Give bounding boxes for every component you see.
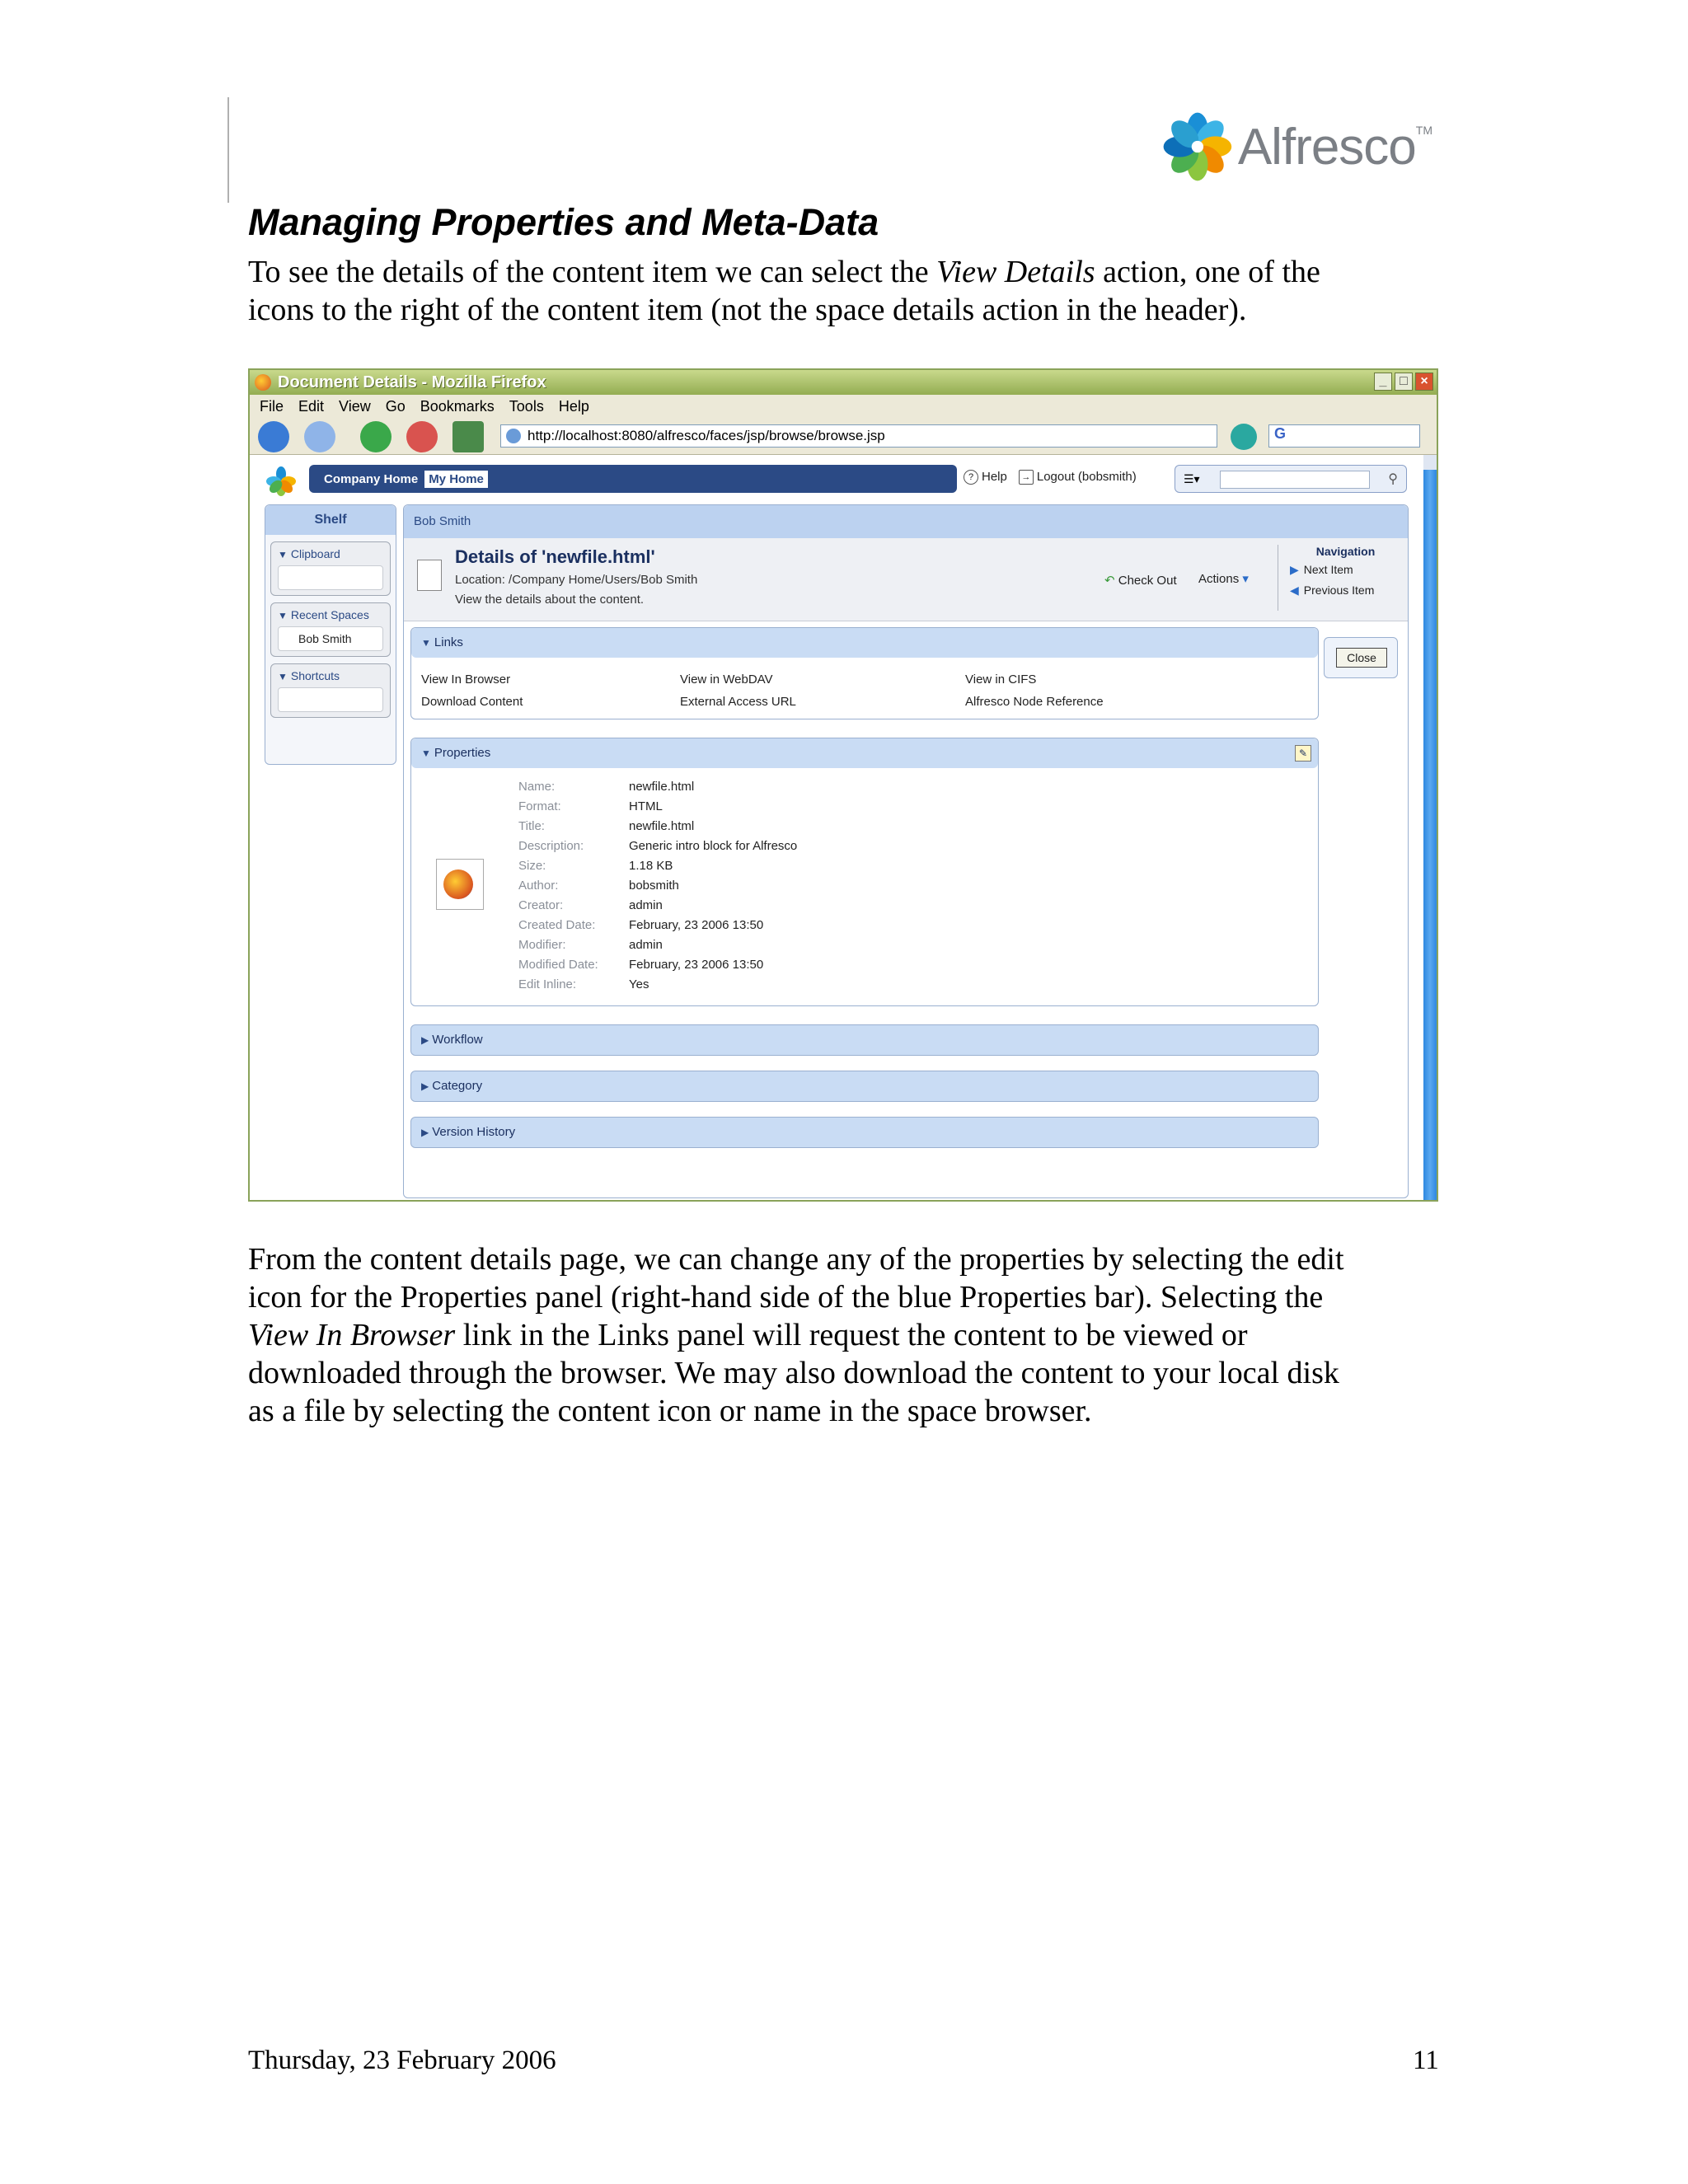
url-field[interactable] [500,424,1217,448]
menu-help[interactable]: Help [558,397,589,415]
help-label: Help [982,470,1007,484]
app-search [1175,465,1407,493]
company-home-link[interactable]: Company Home [324,471,419,486]
recent-spaces-box [270,602,391,657]
help-link[interactable] [964,470,1007,485]
expand-icon: ▼ [278,549,288,560]
text-line: as a file by selecting the content icon or name in the space browser. [248,1394,1092,1428]
download-content-link[interactable]: Download Content [421,695,523,709]
close-icon[interactable]: × [1415,373,1433,391]
window-title: Document Details - Mozilla Firefox [278,373,546,391]
home-icon[interactable] [452,421,484,452]
property-key: Size: [518,859,546,873]
shortcuts-label: Shortcuts [290,669,340,682]
view-in-browser-link[interactable]: View In Browser [421,673,511,687]
edit-properties-icon[interactable]: ✎ [1295,745,1311,762]
my-home-link[interactable]: My Home [424,471,488,488]
property-key: Author: [518,879,559,893]
details-description: View the details about the content. [455,593,645,607]
text-run: To see the details of the content item we can select the [248,255,937,289]
category-panel[interactable] [410,1071,1319,1102]
browser-screenshot [248,368,1438,1202]
text-line: downloaded through the browser. We may also download the content to your local disk [248,1356,1339,1390]
intro-paragraph [248,253,1320,329]
document-icon [417,560,442,591]
recent-spaces-label: Recent Spaces [290,608,369,621]
links-grid [411,658,1318,715]
space-title: Bob Smith [404,505,1408,538]
category-panel-header[interactable] [411,1071,1318,1101]
menu-go[interactable]: Go [385,397,406,415]
details-title: Details of 'newfile.html' [455,546,655,567]
stop-icon[interactable] [406,421,438,452]
property-row [518,780,694,799]
search-input[interactable] [1220,471,1370,489]
workflow-panel-header[interactable] [411,1025,1318,1055]
properties-panel [410,738,1319,1006]
property-key: Creator: [518,898,564,912]
property-value: newfile.html [629,819,695,833]
header-links [964,470,1137,485]
expand-icon: ▼ [278,610,288,621]
breadcrumb [309,465,957,493]
close-button[interactable]: Close [1336,648,1387,668]
clipboard-box [270,541,391,596]
property-key: Format: [518,799,561,813]
page-number: 11 [1413,2046,1439,2075]
globe-icon [506,429,521,443]
next-item-label: Next Item [1303,563,1353,576]
property-value: newfile.html [629,780,695,794]
maximize-icon[interactable]: □ [1395,373,1413,391]
check-out-button[interactable] [1104,573,1177,588]
arrow-left-icon: ◀ [1290,583,1299,597]
navigation-title: Navigation [1315,545,1376,558]
property-key: Description: [518,839,584,853]
forward-icon[interactable] [304,421,335,452]
emphasis-view-details: View Details [936,255,1095,289]
footer-date: Thursday, 23 February 2006 [248,2046,556,2075]
actions-menu[interactable] [1198,571,1249,586]
view-in-cifs-link[interactable]: View in CIFS [965,673,1037,687]
version-history-panel[interactable] [410,1117,1319,1148]
property-row [518,977,649,997]
property-row [518,859,673,879]
properties-body [411,768,1318,1004]
menu-edit[interactable]: Edit [298,397,325,415]
property-key: Name: [518,780,556,794]
alfresco-flower-icon [1160,107,1235,186]
check-out-label: Check Out [1118,574,1177,588]
navigation-box [1278,545,1401,611]
property-key: Modified Date: [518,958,598,972]
text-line: From the content details page, we can change any of the properties by selecting the edit [248,1242,1344,1277]
text-run: link in the Links panel will request the content to be viewed or [455,1318,1248,1352]
property-value: 1.18 KB [629,859,673,873]
property-key: Title: [518,819,545,833]
property-row [518,918,763,938]
expand-icon: ▶ [421,1080,429,1092]
version-history-title: Version History [432,1125,516,1139]
recent-space-item[interactable]: Bob Smith [278,626,383,651]
expand-icon: ▶ [421,1127,429,1138]
window-titlebar [250,370,1437,395]
property-value: Generic intro block for Alfresco [629,839,798,853]
workflow-title: Workflow [432,1033,483,1047]
next-item-link[interactable] [1290,563,1401,577]
version-history-panel-header[interactable] [411,1118,1318,1147]
logo-trademark: TM [1415,124,1432,137]
view-in-webdav-link[interactable]: View in WebDAV [680,673,773,687]
reload-icon[interactable] [360,421,392,452]
property-row [518,819,694,839]
navigation-toolbar [250,418,1437,455]
shortcuts-box [270,663,391,718]
actions-label: Actions [1198,572,1240,586]
property-value: HTML [629,799,663,813]
property-key: Modifier: [518,938,566,952]
back-icon[interactable] [258,421,289,452]
property-row [518,938,663,958]
main-content [403,504,1409,1198]
alfresco-app-icon [265,465,298,498]
body-paragraph [248,1240,1344,1430]
chevron-down-icon: ▾ [1239,572,1249,586]
close-panel [1324,637,1398,678]
shelf [265,504,396,765]
previous-item-link[interactable] [1290,583,1401,598]
logout-label: Logout (bobsmith) [1036,470,1137,484]
menu-bookmarks[interactable]: Bookmarks [420,397,495,415]
logout-link[interactable] [1019,470,1137,485]
menu-view[interactable]: View [339,397,371,415]
property-row [518,879,679,898]
shelf-title: Shelf [265,505,396,535]
text-line: icons to the right of the content item (not the space details action in the header). [248,293,1247,327]
firefox-icon [255,374,271,391]
emphasis-view-in-browser: View In Browser [248,1318,456,1352]
text-run: action, one of the [1095,255,1320,289]
properties-panel-header[interactable] [411,738,1318,768]
firefox-html-icon [443,869,473,899]
property-value: admin [629,898,663,912]
clipboard-label: Clipboard [290,547,340,560]
expand-icon: ▼ [278,671,288,682]
property-value: bobsmith [629,879,679,893]
shortcuts-content [278,687,383,712]
property-row [518,839,797,859]
minimize-icon[interactable]: _ [1374,373,1392,391]
menu-bar [250,395,1437,418]
window-controls [1374,373,1433,391]
property-key: Created Date: [518,918,596,932]
recent-spaces-toggle[interactable] [278,608,383,621]
scrollbar[interactable] [1423,455,1437,1202]
clipboard-content [278,565,383,590]
url-text: http://localhost:8080/alfresco/faces/jsp/browse/browse.jsp [528,428,885,443]
arrow-right-icon: ▶ [1290,563,1299,576]
location-text: Location: /Company Home/Users/Bob Smith [455,573,698,587]
collapse-icon: ▼ [421,637,431,649]
go-icon[interactable] [1231,424,1257,450]
details-header [404,538,1408,621]
links-panel [410,627,1319,719]
property-row [518,958,763,977]
category-title: Category [432,1079,483,1093]
check-out-icon: ↶ [1104,574,1118,588]
property-value: February, 23 2006 13:50 [629,958,764,972]
property-row [518,799,663,819]
previous-item-label: Previous Item [1303,583,1375,597]
clipboard-toggle[interactable] [278,547,383,560]
section-heading: Managing Properties and Meta-Data [248,201,879,243]
property-value: admin [629,938,663,952]
property-value: Yes [629,977,649,991]
logout-icon: → [1019,470,1034,485]
shortcuts-toggle[interactable] [278,669,383,682]
expand-icon: ▶ [421,1034,429,1046]
scroll-up-icon[interactable] [1423,455,1437,470]
workflow-panel[interactable] [410,1024,1319,1056]
help-icon: ? [964,470,978,485]
collapse-icon: ▼ [421,748,431,759]
node-reference-link[interactable]: Alfresco Node Reference [965,695,1104,709]
search-options-icon[interactable]: ☰▾ [1184,472,1200,485]
menu-file[interactable]: File [260,397,284,415]
external-access-url-link[interactable]: External Access URL [680,695,796,709]
content-file-icon[interactable] [436,859,484,910]
menu-tools[interactable]: Tools [509,397,544,415]
properties-title: Properties [434,746,491,760]
margin-rule [227,97,229,203]
property-row [518,898,663,918]
alfresco-app [250,455,1437,1202]
logo-wordmark: Alfresco [1237,118,1416,176]
property-value: February, 23 2006 13:50 [629,918,764,932]
search-icon[interactable]: ⚲ [1388,472,1398,486]
text-line: icon for the Properties panel (right-hand side of the blue Properties bar). Selecting the [248,1280,1324,1315]
links-panel-header[interactable] [411,628,1318,658]
browser-search-field[interactable]: G [1268,424,1420,448]
property-key: Edit Inline: [518,977,577,991]
alfresco-logo [1160,105,1432,188]
links-title: Links [434,635,463,649]
